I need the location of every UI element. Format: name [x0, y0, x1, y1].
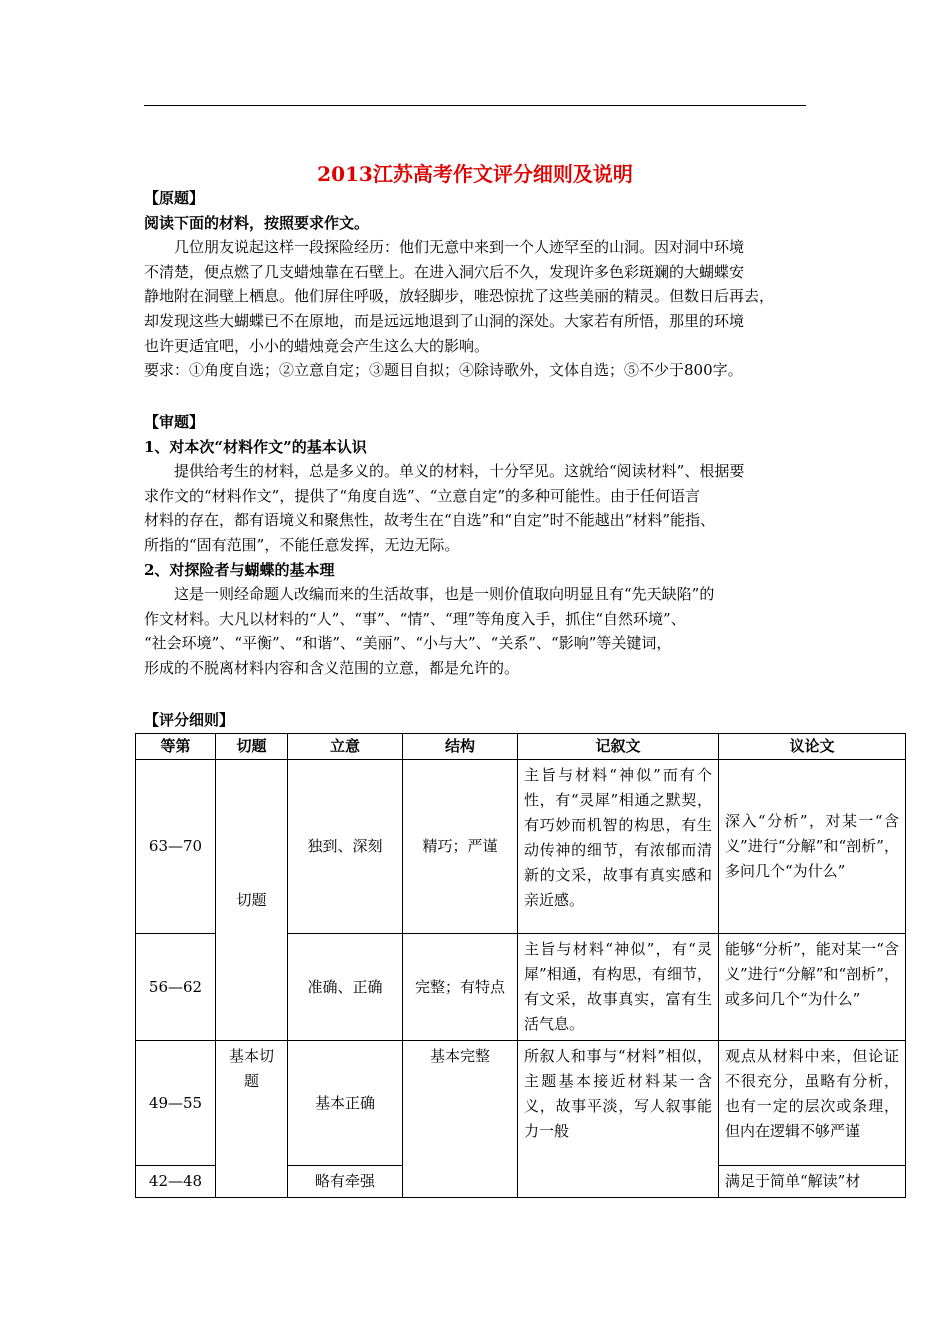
review-section2-title: 2、对探险者与蝴蝶的基本理 [144, 560, 335, 579]
header-argument: 议论文 [719, 734, 906, 760]
theme-cell: 准确、正确 [288, 934, 403, 1041]
structure-cell: 基本完整 [403, 1041, 518, 1198]
review-line: 这是一则经命题人改编而来的生活故事，也是一则价值取向明显且有“先天缺陷”的 [174, 585, 715, 604]
narrative-cell: 所叙人和事与“材料”相似，主题基本接近材料某一含义，故事平淡，写人叙事能力一般 [518, 1041, 719, 1198]
theme-cell: 基本正确 [288, 1041, 403, 1166]
review-section1-title: 1、对本次“材料作文”的基本认识 [144, 437, 367, 456]
material-line: 也许更适宜吧，小小的蜡烛竟会产生这么大的影响。 [144, 336, 490, 355]
grade-cell: 63—70 [136, 760, 216, 934]
argument-cell: 满足于简单“解读”材 [719, 1166, 906, 1198]
header-narrative: 记叙文 [518, 734, 719, 760]
header-rule [144, 105, 806, 106]
review-line: 求作文的“材料作文”，提供了“角度自选”、“立意自定”的多种可能性。由于任何语言 [144, 486, 701, 505]
scoring-table [135, 733, 906, 1198]
original-instruction: 阅读下面的材料，按照要求作文。 [144, 213, 370, 232]
review-line: “社会环境”、“平衡”、“和谐”、“美丽”、“小与大”、“关系”、“影响”等关键词， [144, 634, 672, 653]
header-relevance: 切题 [216, 734, 288, 760]
table-row [136, 760, 906, 934]
review-line: 所指的“固有范围”，不能任意发挥，无边无际。 [144, 535, 460, 554]
original-heading: 【原题】 [144, 189, 205, 207]
argument-cell: 深入“分析”，对某一“含义”进行“分解”和“剖析”，多问几个“为什么” [719, 760, 906, 934]
header-theme: 立意 [288, 734, 403, 760]
document-title: 2013江苏高考作文评分细则及说明 [317, 162, 633, 186]
table-header-row [136, 734, 906, 760]
relevance-cell: 基本切题 [216, 1041, 288, 1198]
review-line: 形成的不脱离材料内容和含义范围的立意，都是允许的。 [144, 658, 520, 677]
material-line: 却发现这些大蝴蝶已不在原地，而是远远地退到了山洞的深处。大家若有所悟，那里的环境 [144, 311, 745, 330]
theme-cell: 略有牵强 [288, 1166, 403, 1198]
grade-cell: 49—55 [136, 1041, 216, 1166]
review-heading: 【审题】 [144, 413, 205, 431]
header-grade: 等第 [136, 734, 216, 760]
argument-cell: 观点从材料中来，但论证不很充分，虽略有分析，也有一定的层次或条理，但内在逻辑不够严谨 [719, 1041, 906, 1166]
narrative-cell: 主旨与材料“神似”而有个性，有“灵犀”相通之默契，有巧妙而机智的构思，有生动传神的细节，有浓郁而清新的文采，故事有真实感和亲近感。 [518, 760, 719, 934]
relevance-cell: 切题 [216, 760, 288, 1041]
structure-cell: 精巧；严谨 [403, 760, 518, 934]
review-line: 作文材料。大凡以材料的“人”、“事”、“情”、“理”等角度入手，抓住“自然环境”、 [144, 609, 686, 628]
header-structure: 结构 [403, 734, 518, 760]
scoring-heading: 【评分细则】 [144, 711, 235, 729]
table-row [136, 1041, 906, 1166]
review-line: 提供给考生的材料，总是多义的。单义的材料，十分罕见。这就给“阅读材料”、根据要 [174, 462, 745, 481]
grade-cell: 42—48 [136, 1166, 216, 1198]
review-section [144, 410, 812, 681]
grade-cell: 56—62 [136, 934, 216, 1041]
original-section [144, 186, 812, 383]
requirements: 要求：①角度自选；②立意自定；③题目自拟；④除诗歌外，文体自选；⑤不少于800字。 [144, 361, 743, 380]
material-line: 几位朋友说起这样一段探险经历：他们无意中来到一个人迹罕至的山洞。因对洞中环境 [174, 238, 745, 257]
theme-cell: 独到、深刻 [288, 760, 403, 934]
review-line: 材料的存在，都有语境义和聚焦性，故考生在“自选”和“自定”时不能越出“材料”能指、 [144, 511, 716, 530]
material-line: 静地附在洞壁上栖息。他们屏住呼吸，放轻脚步，唯恐惊扰了这些美丽的精灵。但数日后再去， [144, 287, 775, 306]
material-line: 不清楚，便点燃了几支蜡烛靠在石壁上。在进入洞穴后不久，发现许多色彩斑斓的大蝴蝶安 [144, 262, 745, 281]
narrative-cell: 主旨与材料“神似”，有“灵犀”相通，有构思，有细节，有文采，故事真实，富有生活气息。 [518, 934, 719, 1041]
structure-cell: 完整；有特点 [403, 934, 518, 1041]
argument-cell: 能够“分析”，能对某一“含义”进行“分解”和“剖析”，或多问几个“为什么” [719, 934, 906, 1041]
